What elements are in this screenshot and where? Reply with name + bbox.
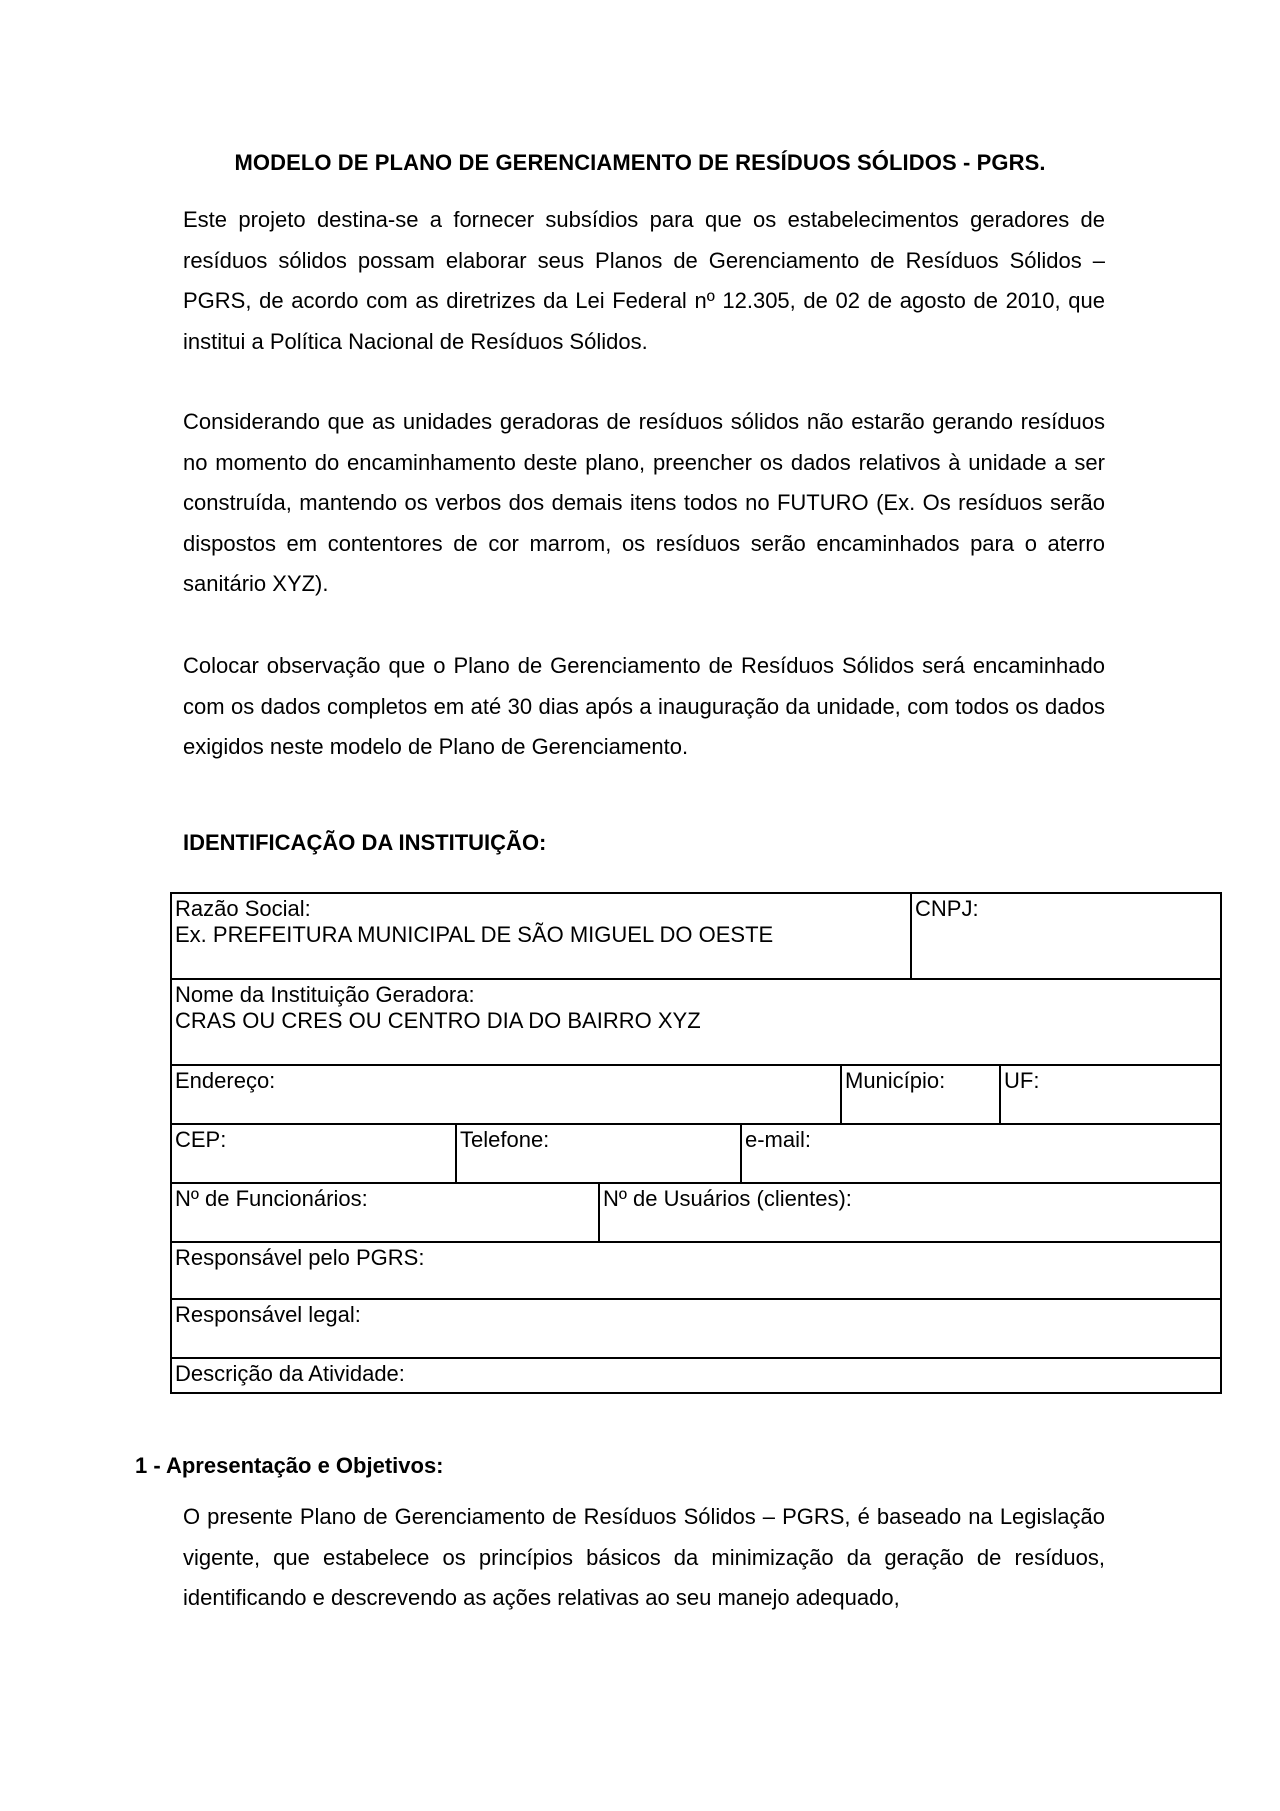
descricao-atividade-cell[interactable] — [171, 1358, 1221, 1393]
cep-cell[interactable] — [171, 1124, 456, 1183]
responsavel-pgrs-cell[interactable] — [171, 1242, 1221, 1299]
document-title: MODELO DE PLANO DE GERENCIAMENTO DE RESÍDUOS SÓLIDOS - PGRS. — [234, 150, 1046, 175]
telefone-cell[interactable] — [456, 1124, 741, 1183]
usuarios-label: Nº de Usuários (clientes): — [603, 1186, 852, 1211]
endereco-label: Endereço: — [175, 1068, 276, 1093]
telefone-label: Telefone: — [460, 1127, 550, 1152]
cnpj-label: CNPJ: — [915, 896, 979, 921]
razao-social-cell[interactable] — [171, 893, 911, 979]
identification-form-table — [170, 892, 1222, 1394]
descricao-atividade-label: Descrição da Atividade: — [175, 1361, 405, 1386]
cnpj-cell[interactable] — [911, 893, 1221, 979]
observation-paragraph: Colocar observação que o Plano de Gerenciamento de Resíduos Sólidos será encaminhado com os dados completos em até 30 dias após a inauguração da unidade, com todos os dados exigidos neste modelo de Plano de Gerenciamento. — [183, 653, 1105, 759]
razao-social-label: Razão Social: — [175, 896, 311, 921]
email-cell[interactable] — [741, 1124, 1221, 1183]
nome-instituicao-value: CRAS OU CRES OU CENTRO DIA DO BAIRRO XYZ — [175, 1008, 701, 1033]
funcionarios-cell[interactable] — [171, 1183, 599, 1242]
nome-instituicao-label: Nome da Instituição Geradora: — [175, 982, 475, 1007]
nome-instituicao-cell[interactable] — [171, 979, 1221, 1065]
intro-paragraph: Este projeto destina-se a fornecer subsídios para que os estabelecimentos geradores de resíduos sólidos possam elaborar seus Planos de Gerenciamento de Resíduos Sólidos – PGRS, de acordo com as diretrizes da Lei Federal nº 12.305, de 02 de agosto de 2010, que institui a Política Nacional de Resíduos Sólidos. — [183, 207, 1105, 354]
responsavel-pgrs-label: Responsável pelo PGRS: — [175, 1245, 425, 1270]
responsavel-legal-cell[interactable] — [171, 1299, 1221, 1358]
funcionarios-label: Nº de Funcionários: — [175, 1186, 368, 1211]
usuarios-cell[interactable] — [599, 1183, 1221, 1242]
uf-cell[interactable] — [1000, 1065, 1221, 1124]
endereco-cell[interactable] — [171, 1065, 841, 1124]
cep-label: CEP: — [175, 1127, 227, 1152]
email-label: e-mail: — [745, 1127, 812, 1152]
identification-heading: IDENTIFICAÇÃO DA INSTITUIÇÃO: — [183, 830, 547, 855]
razao-social-value: Ex. PREFEITURA MUNICIPAL DE SÃO MIGUEL DO OESTE — [175, 922, 774, 947]
considering-paragraph: Considerando que as unidades geradoras de resíduos sólidos não estarão gerando resíduos no momento do encaminhamento deste plano, preencher os dados relativos à unidade a ser construída, mantendo os verbos dos demais itens todos no FUTURO (Ex. Os resíduos serão dispostos em contentores de cor marrom, os resíduos serão encaminhados para o aterro sanitário XYZ). — [183, 409, 1105, 596]
section1-paragraph: O presente Plano de Gerenciamento de Resíduos Sólidos – PGRS, é baseado na Legislação vigente, que estabelece os princípios básicos da minimização da geração de resíduos, identificando e descrevendo as ações relativas ao seu manejo adequado, — [183, 1504, 1105, 1610]
uf-label: UF: — [1004, 1068, 1040, 1093]
municipio-cell[interactable] — [841, 1065, 1000, 1124]
municipio-label: Município: — [845, 1068, 946, 1093]
responsavel-legal-label: Responsável legal: — [175, 1302, 361, 1327]
section1-heading: 1 - Apresentação e Objetivos: — [135, 1453, 444, 1478]
